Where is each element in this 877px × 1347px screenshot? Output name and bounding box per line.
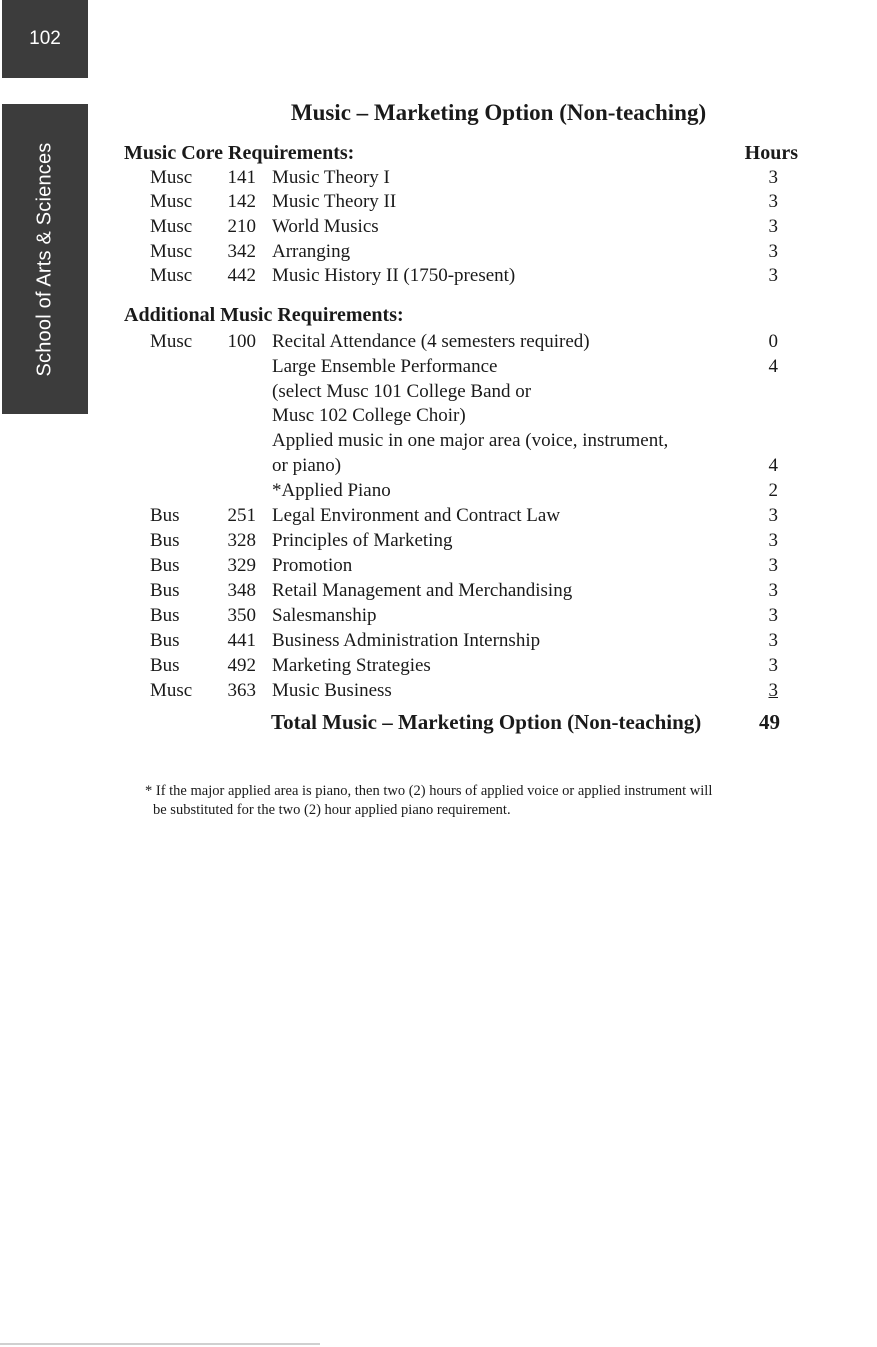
page-number-tab bbox=[2, 0, 88, 78]
course-hours: 3 bbox=[768, 241, 778, 262]
course-number: 441 bbox=[227, 630, 256, 651]
footnote-line: * If the major applied area is piano, then two (2) hours of applied voice or applied instrument will bbox=[145, 783, 713, 799]
hours-heading: Hours bbox=[744, 142, 798, 164]
total-label: Total Music – Marketing Option (Non-teaching) bbox=[271, 710, 702, 734]
course-number: 251 bbox=[227, 505, 256, 526]
course-dept: Bus bbox=[150, 605, 180, 626]
course-row bbox=[0, 329, 877, 354]
additional-requirements-heading: Additional Music Requirements: bbox=[124, 304, 404, 326]
course-hours: 3 bbox=[768, 655, 778, 676]
course-hours: 3 bbox=[768, 265, 778, 286]
course-title: Principles of Marketing bbox=[272, 530, 453, 551]
course-row bbox=[0, 263, 877, 288]
course-row bbox=[0, 428, 877, 453]
course-title: Large Ensemble Performance bbox=[272, 356, 498, 377]
course-title: Music Theory II bbox=[272, 191, 397, 212]
course-hours: 2 bbox=[768, 480, 778, 501]
course-title: Music History II (1750-present) bbox=[272, 265, 516, 286]
course-number: 342 bbox=[227, 241, 256, 262]
page-edge-rule bbox=[0, 1343, 320, 1345]
core-requirements-heading: Music Core Requirements: bbox=[124, 142, 355, 164]
course-number: 350 bbox=[227, 605, 256, 626]
page-title: Music – Marketing Option (Non-teaching) bbox=[290, 100, 707, 125]
section-label: School of Arts & Sciences bbox=[33, 141, 56, 377]
footnote-line: be substituted for the two (2) hour applied piano requirement. bbox=[153, 802, 511, 818]
course-title: Music Theory I bbox=[272, 167, 390, 188]
course-row bbox=[0, 189, 877, 214]
course-title: Music Business bbox=[272, 680, 392, 701]
course-dept: Musc bbox=[150, 265, 193, 286]
course-row bbox=[0, 239, 877, 264]
course-title: Legal Environment and Contract Law bbox=[272, 505, 561, 526]
course-number: 100 bbox=[227, 331, 256, 352]
course-title: *Applied Piano bbox=[272, 480, 391, 501]
course-number: 442 bbox=[227, 265, 256, 286]
course-dept: Musc bbox=[150, 331, 193, 352]
course-dept: Bus bbox=[150, 580, 180, 601]
course-row bbox=[0, 354, 877, 379]
course-row bbox=[0, 653, 877, 678]
course-hours: 3 bbox=[768, 505, 778, 526]
course-dept: Musc bbox=[150, 216, 193, 237]
course-row bbox=[0, 403, 877, 428]
course-title: Promotion bbox=[272, 555, 353, 576]
course-dept: Bus bbox=[150, 505, 180, 526]
course-dept: Musc bbox=[150, 191, 193, 212]
course-dept: Bus bbox=[150, 630, 180, 651]
course-hours: 4 bbox=[768, 455, 778, 476]
course-dept: Bus bbox=[150, 555, 180, 576]
course-dept: Musc bbox=[150, 241, 193, 262]
course-hours: 3 bbox=[768, 605, 778, 626]
course-row bbox=[0, 379, 877, 404]
course-hours: 3 bbox=[768, 680, 778, 701]
course-row bbox=[0, 578, 877, 603]
course-number: 492 bbox=[227, 655, 256, 676]
total-hours: 49 bbox=[759, 710, 780, 734]
course-hours: 0 bbox=[768, 331, 778, 352]
course-hours: 3 bbox=[768, 630, 778, 651]
course-title: Recital Attendance (4 semesters required) bbox=[272, 331, 590, 352]
course-number: 210 bbox=[227, 216, 256, 237]
course-hours: 3 bbox=[768, 530, 778, 551]
course-row bbox=[0, 165, 877, 190]
course-hours: 3 bbox=[768, 167, 778, 188]
course-hours: 3 bbox=[768, 580, 778, 601]
course-hours: 3 bbox=[768, 191, 778, 212]
course-title: Salesmanship bbox=[272, 605, 377, 626]
course-title: (select Musc 101 College Band or bbox=[272, 381, 532, 402]
total-row bbox=[0, 707, 877, 737]
course-row bbox=[0, 553, 877, 578]
course-row bbox=[0, 453, 877, 478]
course-title: World Musics bbox=[272, 216, 379, 237]
course-title: Arranging bbox=[272, 241, 351, 262]
course-dept: Bus bbox=[150, 655, 180, 676]
course-number: 348 bbox=[227, 580, 256, 601]
course-hours: 4 bbox=[768, 356, 778, 377]
course-number: 329 bbox=[227, 555, 256, 576]
course-row bbox=[0, 628, 877, 653]
course-hours: 3 bbox=[768, 216, 778, 237]
course-dept: Musc bbox=[150, 680, 193, 701]
course-row bbox=[0, 214, 877, 239]
course-dept: Bus bbox=[150, 530, 180, 551]
course-row bbox=[0, 603, 877, 628]
course-number: 363 bbox=[227, 680, 256, 701]
course-row bbox=[0, 678, 877, 703]
course-number: 328 bbox=[227, 530, 256, 551]
course-row bbox=[0, 478, 877, 503]
course-title: Applied music in one major area (voice, instrument, bbox=[272, 430, 669, 451]
course-row bbox=[0, 503, 877, 528]
course-title: Retail Management and Merchandising bbox=[272, 580, 573, 601]
course-title: Musc 102 College Choir) bbox=[272, 405, 466, 426]
course-hours: 3 bbox=[768, 555, 778, 576]
course-title: Business Administration Internship bbox=[272, 630, 541, 651]
course-row bbox=[0, 528, 877, 553]
course-title: Marketing Strategies bbox=[272, 655, 431, 676]
course-number: 141 bbox=[227, 167, 256, 188]
course-dept: Musc bbox=[150, 167, 193, 188]
course-title: or piano) bbox=[272, 455, 342, 476]
footnote bbox=[145, 782, 805, 820]
page-number: 102 bbox=[29, 28, 61, 49]
course-number: 142 bbox=[227, 191, 256, 212]
